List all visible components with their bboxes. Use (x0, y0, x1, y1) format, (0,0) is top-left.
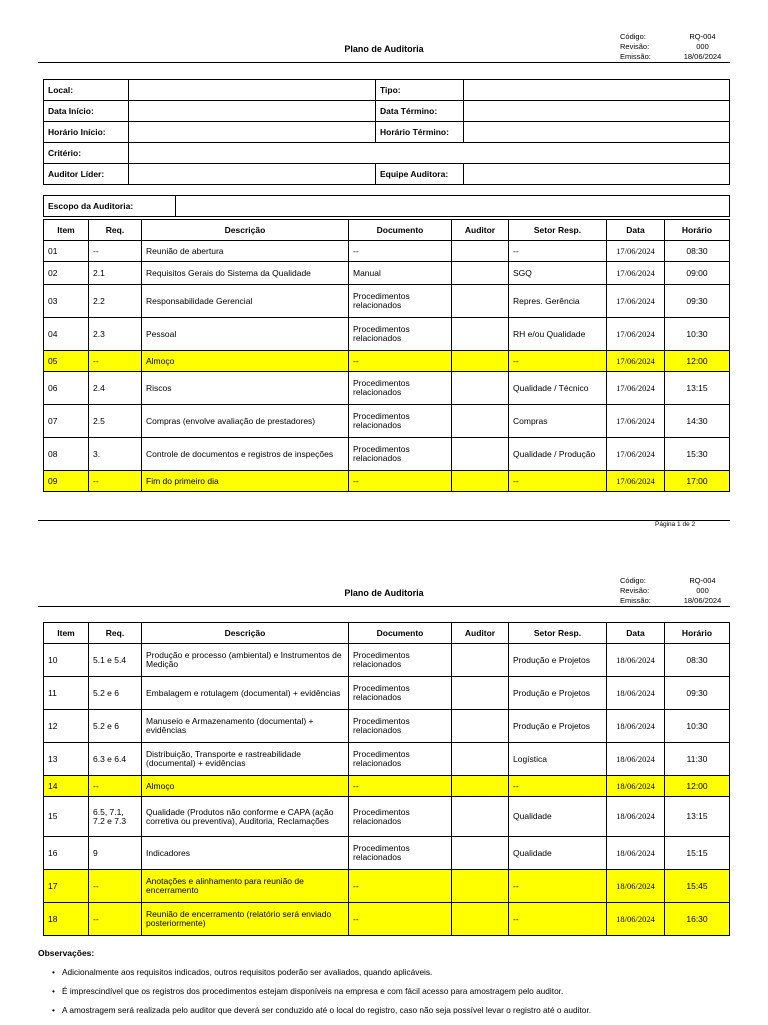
cell-auditor (452, 262, 509, 285)
cell-setor-resp: -- (509, 776, 607, 797)
cell-setor-resp: Produção e Projetos (509, 710, 607, 743)
equipe-auditora-field[interactable] (464, 164, 730, 185)
issue-value: 18/06/2024 (683, 52, 722, 61)
local-field[interactable] (129, 80, 376, 101)
cell-documento: Procedimentos relacionados (349, 837, 452, 870)
cell-setor-resp: Qualidade / Produção (509, 438, 607, 471)
cell-horario: 10:30 (665, 318, 730, 351)
cell-documento: -- (349, 471, 452, 492)
cell-data: 17/06/2024 (607, 351, 665, 372)
cell-auditor (452, 438, 509, 471)
escopo-table (43, 195, 730, 217)
column-header-data: Data (607, 623, 665, 644)
cell-documento: Procedimentos relacionados (349, 710, 452, 743)
cell-descricao: Almoço (142, 351, 349, 372)
column-header-auditor: Auditor (452, 220, 509, 241)
document-title: Plano de Auditoria (344, 588, 424, 598)
cell-auditor (452, 797, 509, 837)
equipe-auditora-label: Equipe Auditora: (376, 164, 464, 185)
cell-data: 18/06/2024 (607, 710, 665, 743)
cell-setor-resp: -- (509, 351, 607, 372)
cell-descricao: Almoço (142, 776, 349, 797)
table-row (44, 644, 730, 677)
schedule-header-row (44, 220, 730, 241)
cell-descricao: Reunião de encerramento (relatório será enviado posteriormente) (142, 903, 349, 936)
observation-item: • Adicionalmente aos requisitos indicados, outros requisitos poderão ser avaliados, quando aplicáveis. (52, 968, 591, 987)
data-inicio-label: Data Início: (44, 101, 129, 122)
cell-auditor (452, 471, 509, 492)
page1-footer-line (38, 520, 730, 521)
observation-item: • A amostragem será realizada pelo auditor que deverá ser conduzido até o local do registro, caso não seja possível levar o registro até o auditor. (52, 1006, 591, 1025)
cell-auditor (452, 405, 509, 438)
cell-horario: 16:30 (665, 903, 730, 936)
cell-req: 2.4 (89, 372, 142, 405)
criterio-field[interactable] (129, 143, 730, 164)
cell-data: 18/06/2024 (607, 870, 665, 903)
cell-documento: Procedimentos relacionados (349, 644, 452, 677)
cell-req: 6.3 e 6.4 (89, 743, 142, 776)
horario-inicio-field[interactable] (129, 122, 376, 143)
cell-setor-resp: Compras (509, 405, 607, 438)
cell-item: 12 (44, 710, 89, 743)
cell-descricao: Pessoal (142, 318, 349, 351)
local-label: Local: (44, 80, 129, 101)
cell-horario: 13:15 (665, 372, 730, 405)
cell-setor-resp: -- (509, 870, 607, 903)
cell-horario: 10:30 (665, 710, 730, 743)
cell-auditor (452, 372, 509, 405)
cell-auditor (452, 241, 509, 262)
cell-descricao: Manuseio e Armazenamento (documental) + evidências (142, 710, 349, 743)
cell-descricao: Qualidade (Produtos não conforme e CAPA (ação corretiva ou preventiva), Auditoria, Reclamações (142, 797, 349, 837)
data-inicio-field[interactable] (129, 101, 376, 122)
escopo-field[interactable] (176, 196, 730, 217)
horario-inicio-label: Horário Início: (44, 122, 129, 143)
cell-req: -- (89, 870, 142, 903)
table-row (44, 776, 730, 797)
cell-descricao: Fim do primeiro dia (142, 471, 349, 492)
table-row (44, 405, 730, 438)
column-header-setor-resp: Setor Resp. (509, 623, 607, 644)
cell-setor-resp: Qualidade (509, 797, 607, 837)
cell-req: -- (89, 351, 142, 372)
cell-documento: -- (349, 241, 452, 262)
cell-auditor (452, 644, 509, 677)
table-row (44, 351, 730, 372)
cell-horario: 17:00 (665, 471, 730, 492)
cell-data: 18/06/2024 (607, 677, 665, 710)
cell-auditor (452, 870, 509, 903)
issue-label: Emissão: (620, 596, 651, 605)
cell-req: 2.5 (89, 405, 142, 438)
cell-horario: 15:45 (665, 870, 730, 903)
table-row (44, 438, 730, 471)
cell-auditor (452, 903, 509, 936)
column-header-item: Item (44, 220, 89, 241)
cell-auditor (452, 351, 509, 372)
cell-req: -- (89, 776, 142, 797)
cell-req: 5.2 e 6 (89, 677, 142, 710)
code-label: Código: (620, 576, 646, 585)
horario-termino-field[interactable] (464, 122, 730, 143)
auditor-lider-field[interactable] (129, 164, 376, 185)
criterio-label: Critério: (44, 143, 129, 164)
column-header-documento: Documento (349, 623, 452, 644)
cell-req: 6.5, 7.1, 7.2 e 7.3 (89, 797, 142, 837)
table-row (44, 262, 730, 285)
page1-header (38, 32, 730, 63)
cell-setor-resp: -- (509, 471, 607, 492)
tipo-label: Tipo: (376, 80, 464, 101)
table-row (44, 743, 730, 776)
data-termino-field[interactable] (464, 101, 730, 122)
table-row (44, 677, 730, 710)
cell-item: 09 (44, 471, 89, 492)
cell-descricao: Reunião de abertura (142, 241, 349, 262)
cell-item: 15 (44, 797, 89, 837)
cell-data: 17/06/2024 (607, 471, 665, 492)
column-header-auditor: Auditor (452, 623, 509, 644)
cell-documento: Procedimentos relacionados (349, 797, 452, 837)
cell-horario: 09:00 (665, 262, 730, 285)
cell-req: 3. (89, 438, 142, 471)
cell-auditor (452, 285, 509, 318)
cell-horario: 15:30 (665, 438, 730, 471)
cell-descricao: Riscos (142, 372, 349, 405)
cell-setor-resp: -- (509, 903, 607, 936)
cell-req: -- (89, 241, 142, 262)
cell-horario: 15:15 (665, 837, 730, 870)
column-header-req: Req. (89, 220, 142, 241)
cell-item: 13 (44, 743, 89, 776)
cell-req: -- (89, 471, 142, 492)
cell-setor-resp: Logística (509, 743, 607, 776)
schedule-table-day1 (43, 219, 730, 492)
schedule-body-day1 (44, 241, 730, 492)
cell-item: 08 (44, 438, 89, 471)
table-row (44, 870, 730, 903)
document-meta (620, 32, 730, 62)
cell-item: 07 (44, 405, 89, 438)
document-title: Plano de Auditoria (344, 44, 424, 54)
column-header-data: Data (607, 220, 665, 241)
cell-auditor (452, 677, 509, 710)
page-number: Página 1 de 2 (655, 521, 696, 528)
revision-value: 000 (696, 42, 709, 51)
cell-item: 14 (44, 776, 89, 797)
cell-item: 01 (44, 241, 89, 262)
data-termino-label: Data Término: (376, 101, 464, 122)
cell-documento: Procedimentos relacionados (349, 677, 452, 710)
document-meta (620, 576, 730, 606)
cell-descricao: Controle de documentos e registros de inspeções (142, 438, 349, 471)
cell-req: -- (89, 903, 142, 936)
cell-data: 18/06/2024 (607, 644, 665, 677)
cell-setor-resp: Qualidade / Técnico (509, 372, 607, 405)
schedule-table-day2 (43, 622, 730, 936)
issue-value: 18/06/2024 (683, 596, 722, 605)
cell-documento: -- (349, 903, 452, 936)
cell-data: 17/06/2024 (607, 372, 665, 405)
cell-documento: Procedimentos relacionados (349, 438, 452, 471)
cell-req: 5.1 e 5.4 (89, 644, 142, 677)
cell-horario: 12:00 (665, 351, 730, 372)
revision-label: Revisão: (620, 586, 650, 595)
table-row (44, 241, 730, 262)
observations-title: Observações: (38, 948, 95, 958)
cell-item: 04 (44, 318, 89, 351)
table-row (44, 710, 730, 743)
cell-data: 18/06/2024 (607, 837, 665, 870)
cell-item: 10 (44, 644, 89, 677)
observation-item: • É imprescindível que os registros dos procedimentos estejam disponíveis na empresa e com fácil acesso para amostragem pelo auditor. (52, 987, 591, 1006)
cell-setor-resp: Repres. Gerência (509, 285, 607, 318)
cell-data: 18/06/2024 (607, 797, 665, 837)
cell-documento: Procedimentos relacionados (349, 318, 452, 351)
cell-descricao: Indicadores (142, 837, 349, 870)
cell-data: 18/06/2024 (607, 903, 665, 936)
column-header-horario: Horário (665, 220, 730, 241)
cell-item: 03 (44, 285, 89, 318)
cell-auditor (452, 710, 509, 743)
revision-label: Revisão: (620, 42, 650, 51)
table-row (44, 471, 730, 492)
cell-data: 17/06/2024 (607, 262, 665, 285)
cell-documento: -- (349, 776, 452, 797)
cell-documento: -- (349, 351, 452, 372)
cell-descricao: Compras (envolve avaliação de prestadores) (142, 405, 349, 438)
column-header-item: Item (44, 623, 89, 644)
code-value: RQ-004 (689, 576, 716, 585)
cell-auditor (452, 837, 509, 870)
column-header-descricao: Descrição (142, 220, 349, 241)
cell-horario: 09:30 (665, 285, 730, 318)
table-row (44, 285, 730, 318)
code-value: RQ-004 (689, 32, 716, 41)
cell-data: 17/06/2024 (607, 318, 665, 351)
table-row (44, 372, 730, 405)
cell-item: 05 (44, 351, 89, 372)
table-row (44, 903, 730, 936)
cell-setor-resp: -- (509, 241, 607, 262)
cell-descricao: Distribuição, Transporte e rastreabilidade (documental) + evidências (142, 743, 349, 776)
cell-data: 17/06/2024 (607, 285, 665, 318)
cell-req: 5.2 e 6 (89, 710, 142, 743)
column-header-descricao: Descrição (142, 623, 349, 644)
column-header-documento: Documento (349, 220, 452, 241)
cell-descricao: Embalagem e rotulagem (documental) + evidências (142, 677, 349, 710)
tipo-field[interactable] (464, 80, 730, 101)
cell-horario: 12:00 (665, 776, 730, 797)
cell-horario: 14:30 (665, 405, 730, 438)
cell-documento: Procedimentos relacionados (349, 743, 452, 776)
cell-req: 2.1 (89, 262, 142, 285)
cell-descricao: Produção e processo (ambiental) e Instrumentos de Medição (142, 644, 349, 677)
cell-documento: Manual (349, 262, 452, 285)
horario-termino-label: Horário Término: (376, 122, 464, 143)
cell-setor-resp: RH e/ou Qualidade (509, 318, 607, 351)
cell-req: 2.2 (89, 285, 142, 318)
escopo-label: Escopo da Auditoria: (44, 196, 176, 217)
schedule-header-row (44, 623, 730, 644)
cell-item: 16 (44, 837, 89, 870)
cell-auditor (452, 318, 509, 351)
cell-req: 2.3 (89, 318, 142, 351)
audit-info-table (43, 79, 730, 185)
table-row (44, 797, 730, 837)
table-row (44, 837, 730, 870)
cell-data: 17/06/2024 (607, 405, 665, 438)
cell-descricao: Requisitos Gerais do Sistema da Qualidade (142, 262, 349, 285)
cell-setor-resp: Qualidade (509, 837, 607, 870)
cell-item: 02 (44, 262, 89, 285)
cell-horario: 09:30 (665, 677, 730, 710)
cell-req: 9 (89, 837, 142, 870)
schedule-body-day2 (44, 644, 730, 936)
cell-item: 17 (44, 870, 89, 903)
column-header-setor-resp: Setor Resp. (509, 220, 607, 241)
cell-horario: 11:30 (665, 743, 730, 776)
cell-item: 06 (44, 372, 89, 405)
cell-data: 17/06/2024 (607, 241, 665, 262)
cell-auditor (452, 743, 509, 776)
cell-documento: Procedimentos relacionados (349, 372, 452, 405)
cell-auditor (452, 776, 509, 797)
issue-label: Emissão: (620, 52, 651, 61)
cell-documento: -- (349, 870, 452, 903)
column-header-req: Req. (89, 623, 142, 644)
cell-horario: 08:30 (665, 644, 730, 677)
cell-setor-resp: Produção e Projetos (509, 677, 607, 710)
cell-data: 18/06/2024 (607, 776, 665, 797)
cell-descricao: Responsabilidade Gerencial (142, 285, 349, 318)
table-row (44, 318, 730, 351)
cell-documento: Procedimentos relacionados (349, 285, 452, 318)
cell-data: 18/06/2024 (607, 743, 665, 776)
cell-horario: 08:30 (665, 241, 730, 262)
code-label: Código: (620, 32, 646, 41)
auditor-lider-label: Auditor Líder: (44, 164, 129, 185)
column-header-horario: Horário (665, 623, 730, 644)
cell-setor-resp: SGQ (509, 262, 607, 285)
cell-descricao: Anotações e alinhamento para reunião de encerramento (142, 870, 349, 903)
cell-documento: Procedimentos relacionados (349, 405, 452, 438)
cell-item: 11 (44, 677, 89, 710)
cell-data: 17/06/2024 (607, 438, 665, 471)
observations-list (52, 968, 591, 1025)
cell-horario: 13:15 (665, 797, 730, 837)
page2-header (38, 576, 730, 607)
cell-item: 18 (44, 903, 89, 936)
revision-value: 000 (696, 586, 709, 595)
cell-setor-resp: Produção e Projetos (509, 644, 607, 677)
